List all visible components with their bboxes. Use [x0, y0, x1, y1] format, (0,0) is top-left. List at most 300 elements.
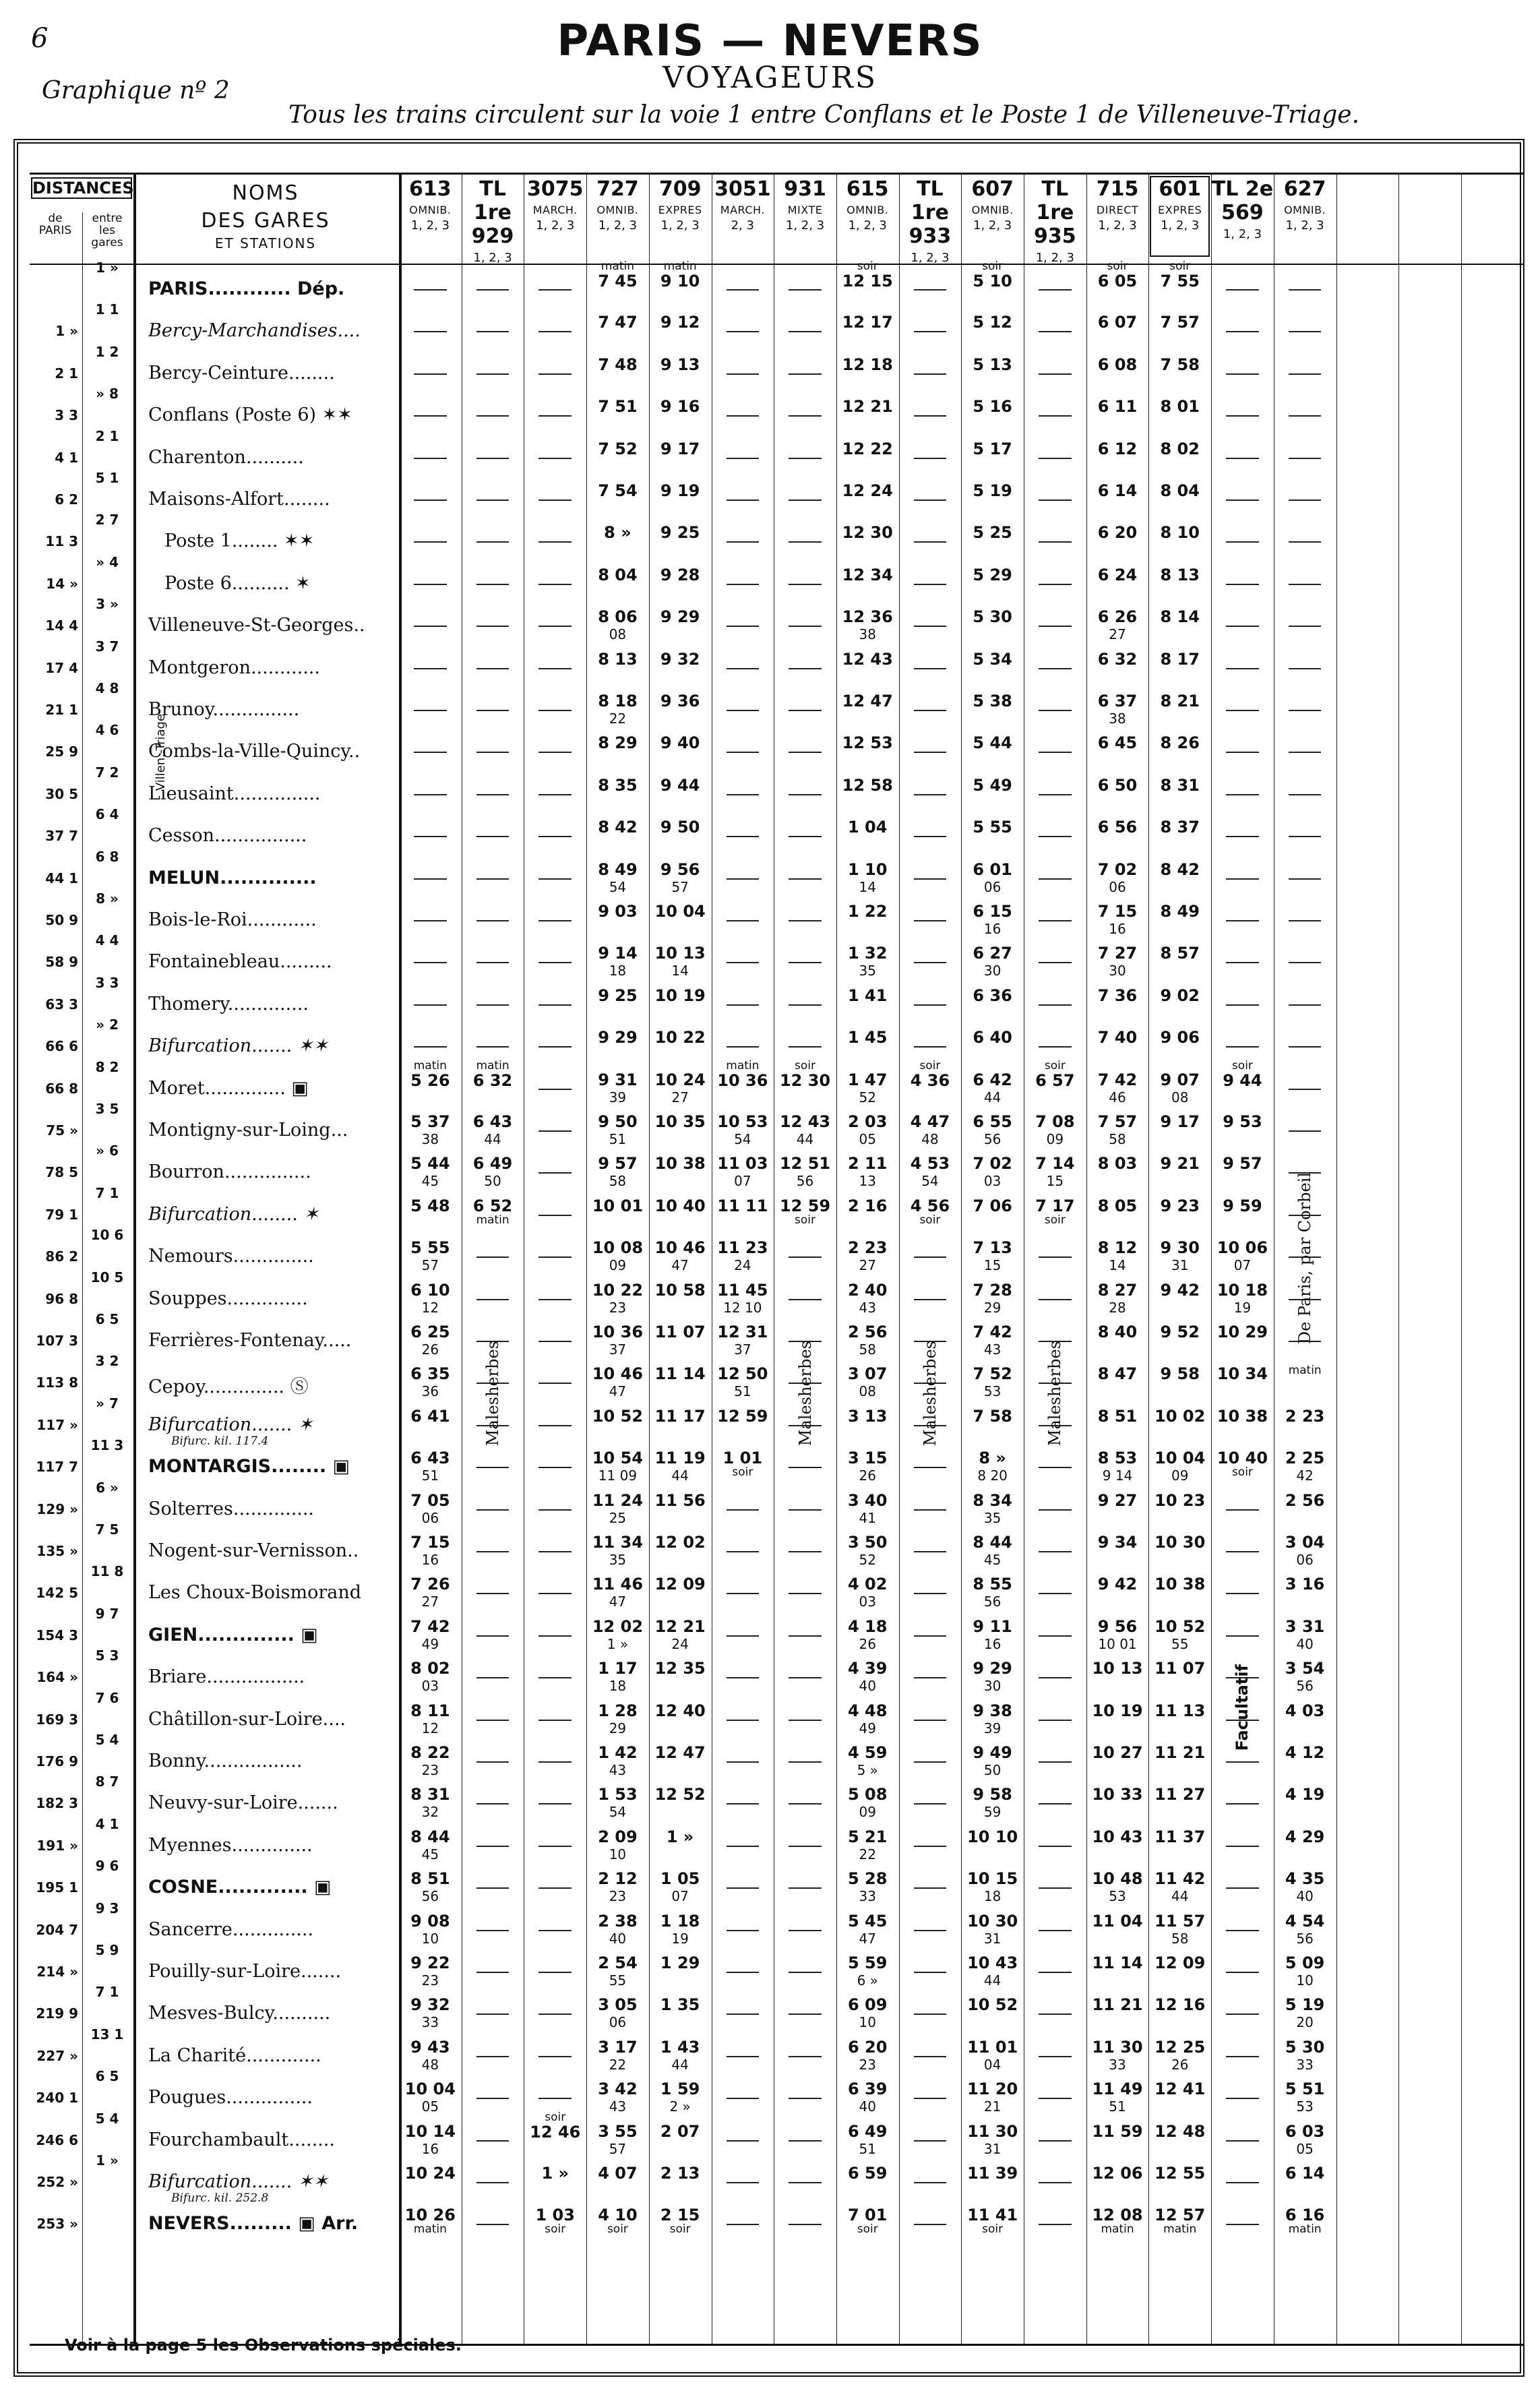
- time-cell: [961, 861, 1024, 896]
- station-row: [30, 806, 1523, 857]
- time-cell: [1148, 1323, 1211, 1341]
- time-cell: [649, 356, 712, 373]
- time-cell: [712, 1197, 774, 1215]
- no-stop-dash: [476, 794, 510, 795]
- time-value: 11 30: [967, 2121, 1018, 2141]
- no-stop-dash: [414, 626, 447, 627]
- time-cell: [399, 1492, 462, 1527]
- no-stop-dash: [727, 1046, 760, 1048]
- time-cell: [586, 398, 649, 415]
- no-stop-dash: [1039, 1761, 1072, 1763]
- time-value: 10 23: [1154, 1490, 1206, 1510]
- no-stop-dash: [538, 499, 572, 501]
- time-cell: [1148, 944, 1211, 962]
- station-row: [30, 1815, 1523, 1867]
- time-cell: [399, 1239, 462, 1274]
- time-value: 11 56: [654, 1490, 706, 1510]
- time-value: 5 25: [973, 523, 1012, 543]
- no-stop-dash: [538, 1467, 572, 1468]
- no-stop-dash: [727, 458, 760, 459]
- time-value: 5 19: [973, 481, 1012, 500]
- time-cell: [836, 482, 899, 499]
- time-cell: [1274, 2080, 1336, 2115]
- distance-between: 9 3: [95, 1900, 119, 1916]
- distance-between: 3 7: [95, 638, 119, 655]
- time-cell: [1086, 777, 1149, 794]
- station-name: Solterres..............: [148, 1498, 315, 1519]
- time-value: 19: [1233, 1299, 1252, 1316]
- time-value: 9 52: [1160, 1323, 1200, 1341]
- distance-from-paris: 164 »: [36, 1669, 78, 1686]
- time-cell: [1148, 482, 1211, 499]
- train-header: [649, 175, 712, 262]
- no-stop-dash: [914, 1551, 947, 1552]
- time-value: 30: [983, 1678, 1002, 1695]
- time-cell: [1274, 1786, 1336, 1803]
- station-row: [30, 553, 1523, 605]
- no-stop-dash: [476, 1635, 510, 1637]
- period-label: soir: [607, 2222, 628, 2237]
- time-value: 10 53: [717, 1112, 768, 1131]
- time-cell: [649, 1365, 712, 1383]
- period-label: soir: [919, 1058, 941, 1072]
- time-cell: [586, 777, 649, 794]
- time-value: 1 05: [660, 1869, 700, 1889]
- time-cell: [1211, 1407, 1274, 1425]
- distance-between: 2 7: [95, 512, 119, 528]
- station-name: MELUN..............: [148, 867, 317, 888]
- station-name: Bercy-Marchandises....: [148, 320, 361, 342]
- time-cell: [399, 1281, 462, 1316]
- time-value: 6 24: [1097, 565, 1138, 584]
- time-cell: [649, 777, 712, 794]
- time-value: 16: [983, 1635, 1002, 1652]
- no-stop-dash: [1039, 1677, 1072, 1678]
- time-value: 44: [983, 1972, 1002, 1989]
- distance-between: 11 3: [90, 1437, 124, 1454]
- time-value: 6 42: [973, 1070, 1012, 1089]
- station-name: COSNE............. ▣: [148, 1877, 332, 1898]
- time-value: 3 13: [848, 1406, 888, 1426]
- no-stop-dash: [914, 1930, 947, 1931]
- station-row: [30, 596, 1523, 647]
- station-name: Fourchambault........: [148, 2129, 335, 2150]
- time-cell: [649, 944, 712, 979]
- time-value: 2 40: [848, 1280, 888, 1300]
- no-stop-dash: [476, 1803, 510, 1805]
- no-stop-dash: [1039, 920, 1072, 921]
- time-value: 7 26: [410, 1575, 450, 1594]
- time-value: 9 14: [1102, 1467, 1133, 1484]
- station-row: [30, 1563, 1523, 1614]
- time-value: 11 41: [967, 2206, 1018, 2225]
- time-cell: [399, 1954, 462, 1989]
- time-cell: [1148, 524, 1211, 541]
- no-stop-dash: [538, 1803, 572, 1805]
- time-value: 12 58: [842, 775, 893, 795]
- time-value: 8 27: [1097, 1280, 1138, 1300]
- no-stop-dash: [538, 2056, 572, 2057]
- time-cell: [836, 1407, 899, 1425]
- time-value: 7 54: [598, 481, 638, 500]
- station-name: Bonny.................: [148, 1751, 303, 1771]
- station-name: Ferrières-Fontenay.....: [148, 1330, 352, 1351]
- time-value: 5 44: [410, 1154, 450, 1174]
- no-stop-dash: [538, 1593, 572, 1594]
- time-cell: [1211, 1113, 1274, 1130]
- time-cell: [399, 1744, 462, 1779]
- time-cell: [649, 1323, 712, 1341]
- no-stop-dash: [789, 836, 822, 837]
- time-cell: [836, 2123, 899, 2158]
- no-stop-dash: [1289, 626, 1322, 627]
- time-cell: [586, 440, 649, 458]
- train-header: [1211, 175, 1274, 262]
- time-cell: [586, 2164, 649, 2182]
- time-value: 6 26: [1097, 607, 1138, 627]
- time-value: 23: [859, 2056, 876, 2073]
- time-cell: [836, 2080, 899, 2115]
- no-stop-dash: [727, 962, 760, 963]
- no-stop-dash: [476, 1004, 510, 1006]
- no-stop-dash: [1226, 1846, 1259, 1847]
- no-stop-dash: [789, 373, 822, 375]
- no-stop-dash: [1289, 1004, 1322, 1006]
- no-stop-dash: [789, 499, 822, 501]
- time-value: 15: [1046, 1173, 1064, 1190]
- time-value: 9 25: [598, 986, 638, 1005]
- time-cell: [836, 1575, 899, 1610]
- time-value: 51: [859, 2140, 876, 2157]
- time-value: 12 40: [654, 1701, 706, 1720]
- time-value: 6 08: [1097, 355, 1138, 374]
- time-cell: [1274, 1534, 1336, 1569]
- no-stop-dash: [727, 1720, 760, 1721]
- station-name: Fontainebleau.........: [148, 951, 332, 973]
- time-value: 1 17: [598, 1659, 638, 1678]
- time-cell: [649, 1870, 712, 1905]
- train-cls: 1, 2, 3: [410, 218, 450, 233]
- no-stop-dash: [789, 1299, 822, 1300]
- no-stop-dash: [789, 752, 822, 753]
- distance-from-paris: 2 1: [55, 365, 78, 382]
- time-value: 9 14: [598, 944, 638, 963]
- no-stop-dash: [538, 1509, 572, 1511]
- time-cell: [836, 1744, 899, 1779]
- time-value: 23: [421, 1762, 439, 1778]
- train-cls: 1, 2, 3: [1098, 218, 1137, 233]
- time-value: 12 21: [654, 1616, 706, 1636]
- time-cell: [1148, 1239, 1211, 1274]
- time-value: 9 12: [660, 313, 700, 332]
- time-cell: [836, 1828, 899, 1863]
- villeneuve-triage-label: Villen.-Triage: [154, 714, 168, 791]
- no-stop-dash: [914, 331, 947, 332]
- no-stop-dash: [538, 962, 572, 963]
- time-cell: [712, 1323, 774, 1358]
- no-stop-dash: [538, 1551, 572, 1552]
- time-value: 8 40: [1097, 1323, 1138, 1341]
- distance-from-paris: 75 »: [46, 1122, 78, 1139]
- time-cell: [836, 777, 899, 794]
- time-cell: [649, 987, 712, 1004]
- train-cls: 1, 2, 3: [911, 251, 950, 265]
- no-stop-dash: [1226, 584, 1259, 585]
- station-row: [30, 470, 1523, 521]
- no-stop-dash: [789, 1593, 822, 1594]
- no-stop-dash: [727, 836, 760, 837]
- time-cell: [586, 944, 649, 979]
- time-cell: [836, 1239, 899, 1274]
- no-stop-dash: [914, 1593, 947, 1594]
- no-stop-dash: [1289, 1046, 1322, 1048]
- no-stop-dash: [1289, 920, 1322, 921]
- no-stop-dash: [789, 415, 822, 417]
- no-stop-dash: [1289, 541, 1322, 543]
- no-stop-dash: [1226, 962, 1259, 963]
- no-stop-dash: [476, 2098, 510, 2099]
- distance-between: 3 3: [95, 974, 119, 991]
- time-cell: [1148, 356, 1211, 373]
- no-stop-dash: [1289, 1089, 1322, 1090]
- time-value: 8 44: [410, 1827, 450, 1846]
- station-name: Cesson................: [148, 825, 307, 847]
- station-row: [30, 2026, 1523, 2078]
- time-value: 48: [421, 2056, 439, 2073]
- time-cell: [524, 2206, 586, 2235]
- time-cell: [399, 1912, 462, 1947]
- time-value: 51: [421, 1467, 439, 1484]
- time-cell: [1148, 987, 1211, 1004]
- time-value: 12: [421, 1299, 439, 1316]
- time-value: 06: [609, 2014, 627, 2031]
- time-value: 8 04: [1160, 481, 1200, 500]
- time-value: 8 11: [410, 1701, 450, 1720]
- time-value: 8 49: [1160, 902, 1200, 921]
- time-value: 1 43: [660, 2037, 700, 2057]
- time-cell: [586, 261, 649, 290]
- no-stop-dash: [1226, 752, 1259, 753]
- time-value: 6 41: [410, 1406, 450, 1426]
- time-value: 8 02: [410, 1659, 450, 1678]
- time-value: 4 07: [598, 2164, 638, 2183]
- time-cell: [836, 1702, 899, 1737]
- no-stop-dash: [727, 289, 760, 291]
- time-cell: [586, 2206, 649, 2235]
- time-cell: [1148, 440, 1211, 458]
- no-stop-dash: [538, 668, 572, 669]
- time-cell: [399, 1828, 462, 1863]
- train-header: [712, 175, 774, 262]
- time-value: 11 45: [717, 1280, 768, 1300]
- time-value: 7 14: [1035, 1154, 1075, 1174]
- no-stop-dash: [1039, 668, 1072, 669]
- time-cell: [649, 1407, 712, 1425]
- no-stop-dash: [789, 1972, 822, 1973]
- no-stop-dash: [1226, 1004, 1259, 1006]
- distance-from-paris: 182 3: [36, 1795, 78, 1812]
- time-value: 27: [1109, 626, 1126, 643]
- distance-from-paris: 30 5: [45, 785, 78, 802]
- time-cell: [399, 1618, 462, 1653]
- time-value: 7 55: [1160, 272, 1200, 291]
- time-cell: [899, 1113, 962, 1148]
- time-value: 8 47: [1097, 1364, 1138, 1384]
- time-value: 9 42: [1160, 1280, 1200, 1300]
- time-value: 9 25: [660, 523, 700, 543]
- time-value: 10 22: [592, 1280, 644, 1300]
- no-stop-dash: [476, 836, 510, 837]
- station-name: Les Choux-Boismorand: [148, 1582, 362, 1604]
- no-stop-dash: [1226, 2140, 1259, 2142]
- no-stop-dash: [727, 1761, 760, 1763]
- time-cell: [961, 1113, 1024, 1148]
- no-stop-dash: [1039, 1887, 1072, 1889]
- station-row: [30, 2204, 1523, 2245]
- time-value: 12 35: [654, 1659, 706, 1678]
- time-value: 45: [421, 1846, 439, 1862]
- no-stop-dash: [414, 415, 447, 417]
- no-stop-dash: [727, 1887, 760, 1889]
- time-value: 3 40: [848, 1490, 888, 1510]
- time-value: 8 17: [1160, 649, 1200, 669]
- time-cell: [586, 1954, 649, 1989]
- time-cell: [462, 1155, 524, 1190]
- time-value: 10 04: [404, 2080, 456, 2099]
- station-row: [30, 1900, 1523, 1951]
- distance-between: 6 4: [95, 806, 119, 823]
- train-cls: 1, 2, 3: [660, 218, 700, 233]
- time-value: 7 02: [1097, 859, 1138, 879]
- no-stop-dash: [1289, 836, 1322, 837]
- no-stop-dash: [914, 752, 947, 753]
- time-cell: [836, 1492, 899, 1527]
- no-stop-dash: [538, 1172, 572, 1174]
- train-header: [399, 175, 462, 262]
- time-cell: [961, 1870, 1024, 1905]
- time-cell: [649, 1239, 712, 1274]
- no-stop-dash: [476, 2224, 510, 2225]
- no-stop-dash: [1226, 710, 1259, 711]
- time-cell: [586, 1449, 649, 1484]
- station-name: Montgeron............: [148, 657, 320, 678]
- time-value: 10 27: [1092, 1743, 1143, 1762]
- time-value: 5 48: [410, 1196, 450, 1215]
- no-stop-dash: [789, 1551, 822, 1552]
- vertical-route-label: Malesherbes: [1045, 1341, 1065, 1447]
- time-value: 10: [421, 1930, 439, 1947]
- no-stop-dash: [1039, 1004, 1072, 1006]
- time-value: 1 47: [848, 1070, 888, 1089]
- vertical-route-label: De Paris, par Corbeil: [1295, 1172, 1315, 1345]
- no-stop-dash: [727, 920, 760, 921]
- time-cell: [399, 1870, 462, 1905]
- time-value: 44: [796, 1131, 814, 1147]
- time-value: 7 57: [1097, 1112, 1138, 1131]
- no-stop-dash: [1226, 1803, 1259, 1805]
- period-label: soir: [1044, 1213, 1066, 1227]
- time-value: 11 11: [717, 1196, 768, 1215]
- train-num: TL 1re 935: [1034, 177, 1076, 248]
- time-value: 2 23: [1285, 1406, 1325, 1426]
- time-cell: [1274, 1575, 1336, 1593]
- time-cell: [836, 313, 899, 331]
- train-type: MARCH.: [720, 204, 765, 216]
- time-cell: [1148, 1996, 1211, 2013]
- names-header-line2: DES GARES: [201, 209, 330, 233]
- time-value: 2 15: [660, 2206, 700, 2225]
- station-row: [30, 1101, 1523, 1152]
- time-value: 5 13: [973, 355, 1012, 374]
- train-header: [1086, 175, 1149, 262]
- train-num: TL 1re 933: [908, 177, 952, 248]
- time-cell: [836, 903, 899, 920]
- no-stop-dash: [538, 458, 572, 459]
- distance-between: 3 5: [95, 1101, 119, 1117]
- time-value: 8 31: [410, 1785, 450, 1805]
- distance-between: 7 1: [95, 1984, 119, 2001]
- no-stop-dash: [538, 1635, 572, 1637]
- time-value: 9 49: [973, 1743, 1012, 1762]
- time-value: 4 18: [848, 1616, 888, 1636]
- time-value: 12 06: [1092, 2164, 1143, 2183]
- no-stop-dash: [476, 2140, 510, 2142]
- time-value: 8 »: [979, 1449, 1006, 1468]
- time-value: 26: [1171, 2056, 1189, 2073]
- train-num: 615: [846, 177, 889, 201]
- period-label: soir: [795, 1213, 816, 1227]
- time-value: 7 42: [973, 1323, 1012, 1341]
- no-stop-dash: [414, 962, 447, 963]
- time-value: 55: [609, 1972, 627, 1989]
- time-value: 11 09: [598, 1467, 638, 1484]
- no-stop-dash: [1289, 794, 1322, 795]
- time-cell: [961, 1954, 1024, 1989]
- station-name: Lieusaint...............: [148, 783, 321, 804]
- time-value: 8 22: [410, 1743, 450, 1762]
- train-type: MIXTE: [787, 204, 823, 216]
- time-value: 29: [983, 1299, 1002, 1316]
- no-stop-dash: [414, 920, 447, 921]
- time-cell: [1148, 2164, 1211, 2182]
- no-stop-dash: [789, 1677, 822, 1678]
- time-value: 11 27: [1154, 1785, 1206, 1805]
- time-value: 45: [983, 1552, 1002, 1568]
- no-stop-dash: [789, 2013, 822, 2015]
- time-cell: [1274, 1660, 1336, 1695]
- time-value: 08: [859, 1383, 876, 1400]
- no-stop-dash: [727, 1509, 760, 1511]
- time-cell: [586, 1618, 649, 1653]
- time-cell: [1086, 1996, 1149, 2013]
- no-stop-dash: [538, 415, 572, 417]
- time-cell: [399, 1996, 462, 2031]
- time-cell: [1086, 398, 1149, 415]
- time-value: 40: [1296, 1888, 1314, 1905]
- no-stop-dash: [1039, 2224, 1072, 2225]
- time-value: 16: [1109, 921, 1126, 937]
- time-cell: [836, 440, 899, 458]
- time-cell: [836, 261, 899, 290]
- time-cell: [836, 1281, 899, 1316]
- time-cell: [961, 608, 1024, 626]
- time-value: 16: [983, 921, 1002, 937]
- time-value: 12 51: [779, 1154, 831, 1174]
- no-stop-dash: [538, 1677, 572, 1678]
- time-value: 9 56: [1097, 1616, 1138, 1636]
- no-stop-dash: [538, 1130, 572, 1132]
- no-stop-dash: [789, 2182, 822, 2183]
